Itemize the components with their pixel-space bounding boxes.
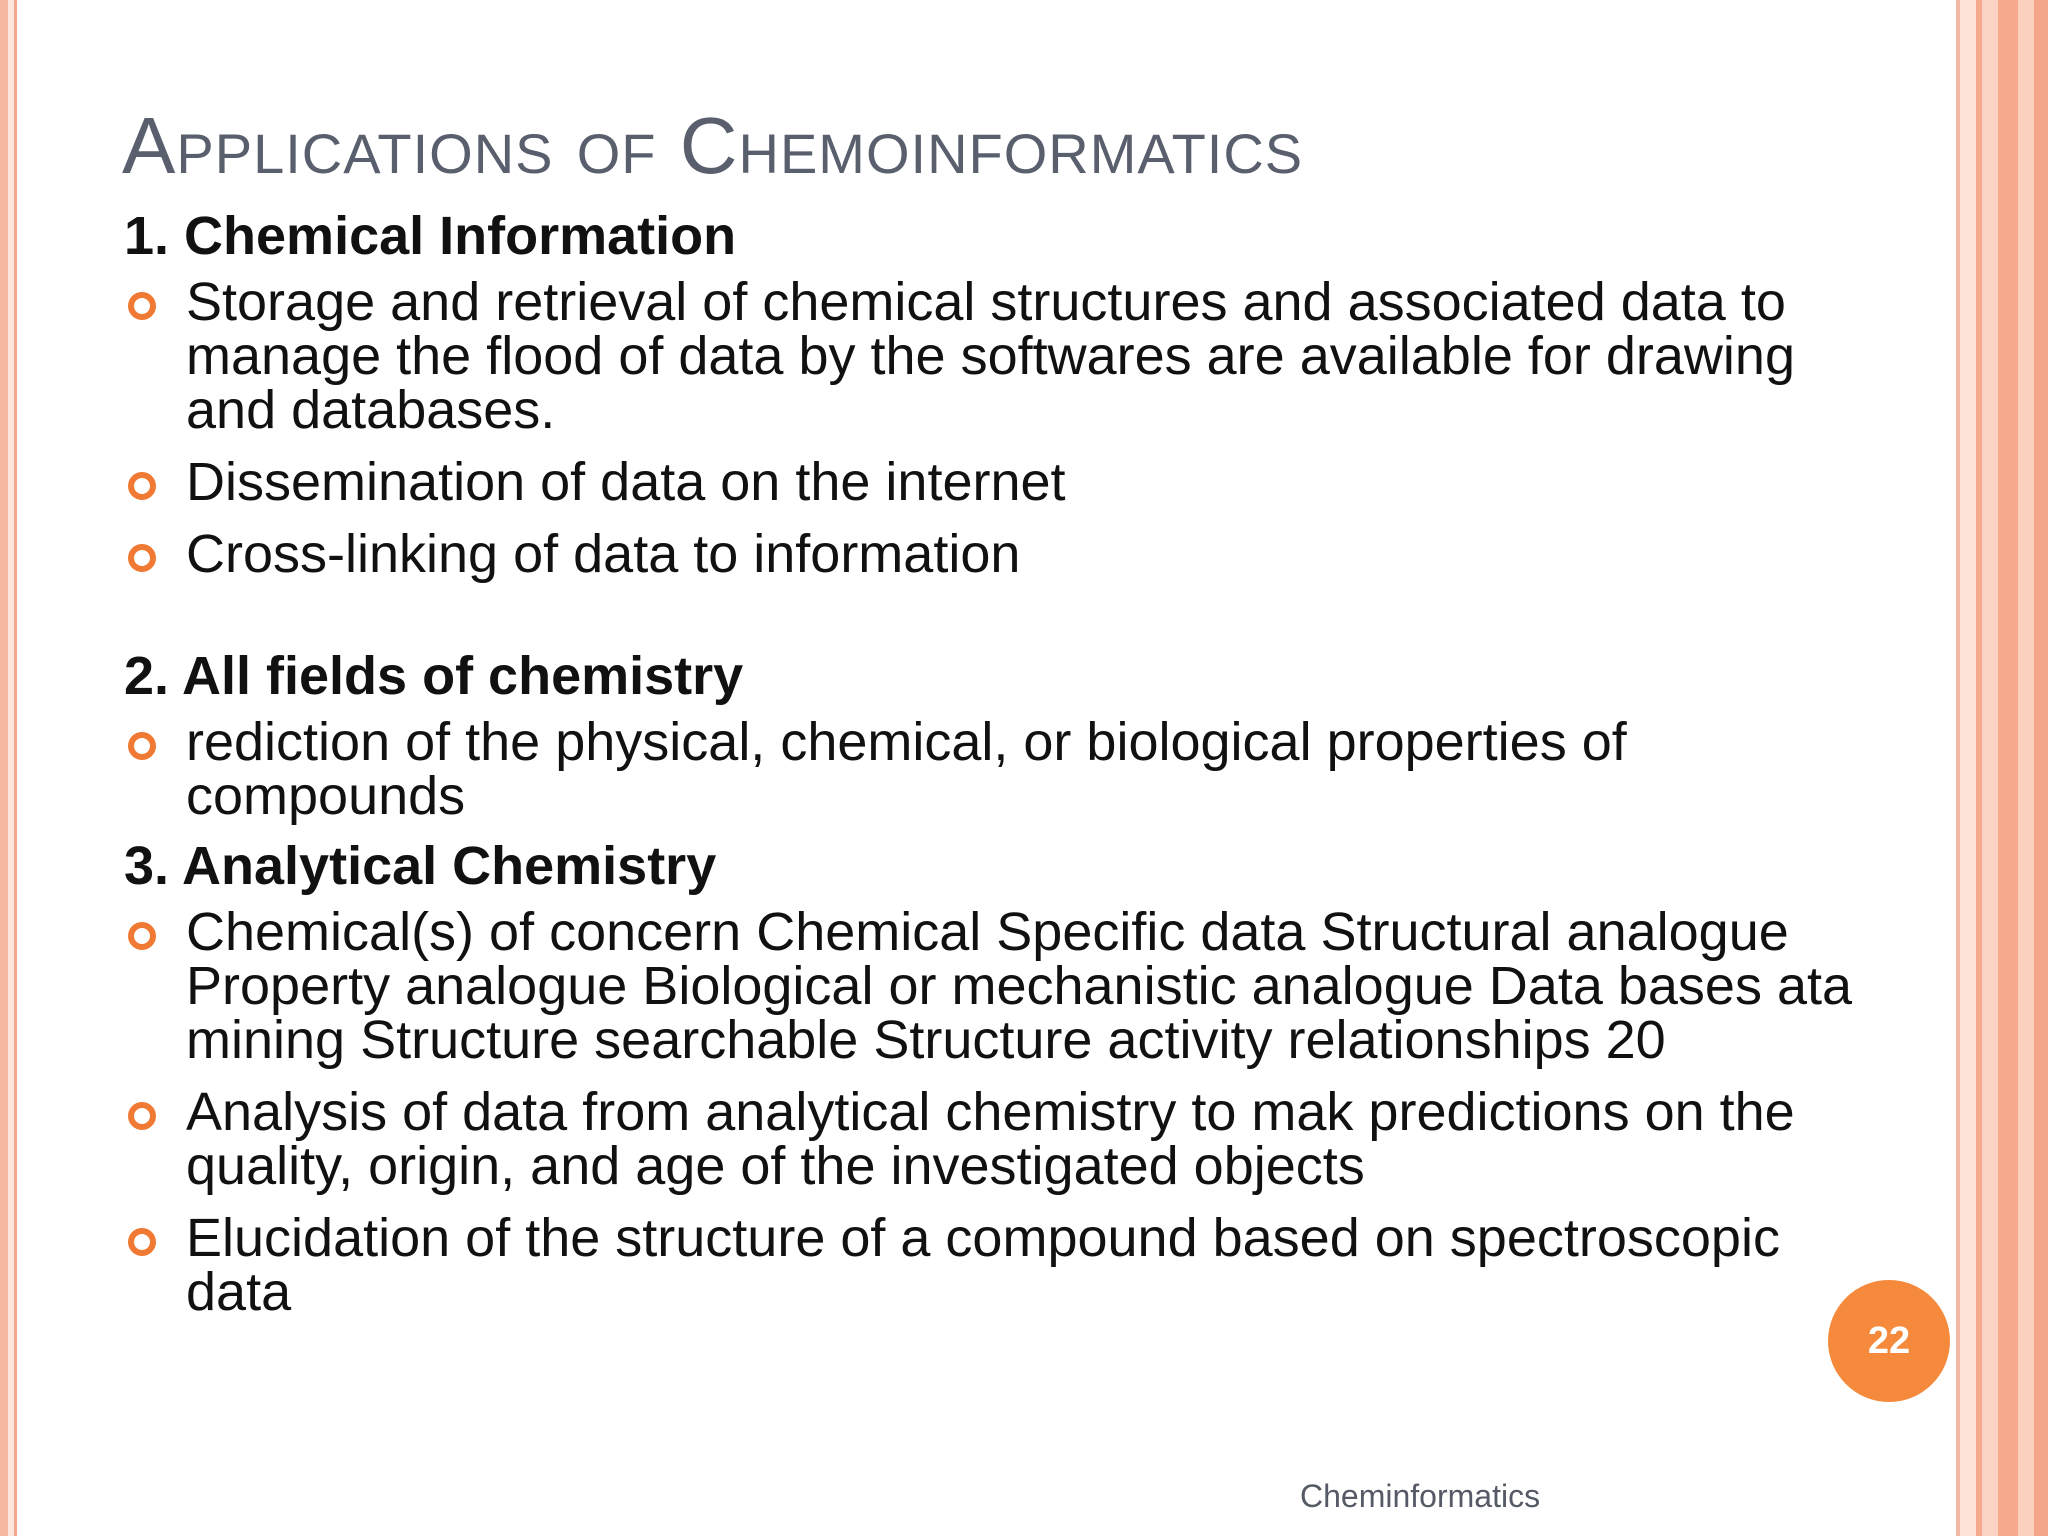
page-number-badge: 22 bbox=[1828, 1280, 1950, 1402]
bullet-item bbox=[124, 452, 1884, 512]
bullet-item bbox=[124, 524, 1884, 584]
bullet-text: Cross-linking of data to information bbox=[186, 524, 1021, 584]
right-decorative-border bbox=[1956, 0, 2048, 1536]
slide-title: Applications of Chemoinformatics bbox=[122, 101, 1304, 190]
bullet-text: Dissemination of data on the internet bbox=[186, 452, 1066, 512]
bullet-list bbox=[124, 272, 1884, 584]
bullet-text: Chemical(s) of concern Chemical Specific data Structural analogue Property analogue Biological or mechanistic analogue Data bases ata mining Structure searchable Structure activity relationships 20 bbox=[186, 902, 1853, 1070]
bullet-item bbox=[124, 1082, 1884, 1196]
hollow-circle-bullet-icon bbox=[128, 922, 156, 950]
hollow-circle-bullet-icon bbox=[128, 472, 156, 500]
bullet-list bbox=[124, 712, 1884, 826]
bullet-text: rediction of the physical, chemical, or biological properties of compounds bbox=[186, 712, 1627, 826]
bullet-text: Storage and retrieval of chemical structures and associated data to manage the flood of data by the softwares are available for drawing and databases. bbox=[186, 272, 1795, 440]
hollow-circle-bullet-icon bbox=[128, 732, 156, 760]
hollow-circle-bullet-icon bbox=[128, 292, 156, 320]
bullet-item bbox=[124, 1208, 1884, 1322]
footer-text: Cheminformatics bbox=[1300, 1478, 1541, 1514]
section-heading-analytical-chemistry: 3. Analytical Chemistry bbox=[124, 836, 717, 896]
bullet-text: Elucidation of the structure of a compound based on spectroscopic data bbox=[186, 1208, 1780, 1322]
section-heading-chemical-information: 1. Chemical Information bbox=[124, 206, 737, 266]
left-decorative-border bbox=[0, 0, 26, 1536]
hollow-circle-bullet-icon bbox=[128, 1102, 156, 1130]
slide-content bbox=[124, 205, 1884, 1322]
bullet-list bbox=[124, 902, 1884, 1322]
section-heading-all-fields: 2. All fields of chemistry bbox=[124, 646, 744, 706]
bullet-item bbox=[124, 712, 1884, 826]
hollow-circle-bullet-icon bbox=[128, 544, 156, 572]
bullet-item bbox=[124, 272, 1884, 440]
bullet-text: Analysis of data from analytical chemistry to mak predictions on the quality, origin, and age of the investigated objects bbox=[186, 1082, 1795, 1196]
hollow-circle-bullet-icon bbox=[128, 1228, 156, 1256]
bullet-item bbox=[124, 902, 1884, 1070]
